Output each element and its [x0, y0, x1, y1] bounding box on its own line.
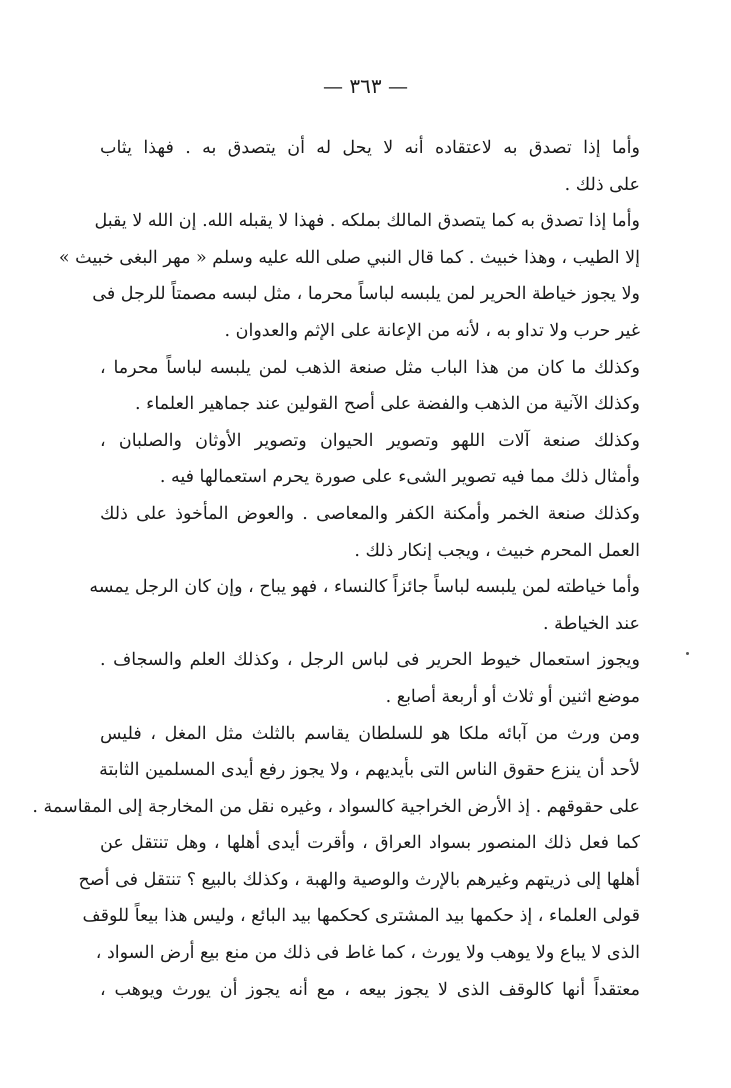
- text-line: ومن ورث من آبائه ملكا هو للسلطان يقاسم بالثلث مثل المغل ، فليس: [100, 723, 640, 744]
- text-line: موضع اثنين أو ثلاث أو أربعة أصابع .: [385, 686, 640, 707]
- text-line: ويجوز استعمال خيوط الحرير فى لباس الرجل ، وكذلك العلم والسجاف .: [100, 650, 640, 671]
- scan-speck: [686, 652, 689, 655]
- text-line: غير حرب ولا تداو به ، لأنه من الإعانة على الإثم والعدوان .: [224, 320, 640, 341]
- text-line: وأما إذا تصدق به لاعتقاده أنه لا يحل له أن يتصدق به . فهذا يثاب: [100, 138, 640, 158]
- page-number: — ٣٦٣ —: [323, 74, 408, 98]
- text-line: معتقداً أنها كالوقف الذى لا يجوز بيعه ، مع أنه يجوز أن يورث ويوهب ،: [100, 979, 640, 1000]
- text-line: على حقوقهم . إذ الأرض الخراجية كالسواد ، وغيره نقل من المخارجة إلى المقاسمة .: [32, 796, 640, 817]
- text-line: وكذلك ما كان من هذا الباب مثل صنعة الذهب لمن يلبسه لباساً محرما ،: [100, 357, 640, 378]
- text-line: وكذلك الآنية من الذهب والفضة على أصح القولين عند جماهير العلماء .: [134, 394, 640, 415]
- text-line: لأحد أن ينزع حقوق الناس التى بأيديهم ، ولا يجوز رفع أيدى المسلمين الثابتة: [99, 760, 640, 781]
- text-line: كما فعل ذلك المنصور بسواد العراق ، وأقرت أيدى أهلها ، وهل تنتقل عن: [100, 833, 640, 854]
- text-line: وكذلك صنعة الخمر وأمكنة الكفر والمعاصى . والعوض المأخوذ على ذلك: [100, 503, 640, 524]
- text-line: وكذلك صنعة آلات اللهو وتصوير الحيوان وتصوير الأوثان والصلبان ،: [100, 430, 640, 451]
- text-line: إلا الطيب ، وهذا خبيث . كما قال النبي صلى الله عليه وسلم « مهر البغى خبيث »: [58, 247, 640, 268]
- text-line: عند الخياطة .: [542, 613, 640, 634]
- text-line: الذى لا يباع ولا يوهب ولا يورث ، كما غاط فى ذلك من منع بيع أرض السواد ،: [95, 943, 640, 964]
- text-line: العمل المحرم خبيث ، ويجب إنكار ذلك .: [354, 540, 640, 561]
- text-line: وأما إذا تصدق به كما يتصدق المالك بملكه . فهذا لا يقبله الله. إن الله لا يقبل: [94, 211, 640, 232]
- text-line: أهلها إلى ذريتهم وغيرهم بالإرث والوصية والهبة ، وكذلك بالبيع ؟ تنتقل فى أصح: [78, 869, 640, 890]
- text-line: وأما خياطته لمن يلبسه لباساً جائزاً كالنساء ، فهو يباح ، وإن كان الرجل يمسه: [89, 577, 640, 598]
- body-text: [32, 130, 640, 1008]
- text-line: على ذلك .: [564, 174, 640, 195]
- text-line: وأمثال ذلك مما فيه تصوير الشىء على صورة يحرم استعمالها فيه .: [159, 467, 640, 488]
- text-line: قولى العلماء ، إذ حكمها بيد المشترى كحكمها بيد البائع ، وليس هذا بيعاً للوقف: [82, 906, 640, 927]
- text-line: ولا يجوز خياطة الحرير لمن يلبسه لباساً محرما ، مثل لبسه مصمتاً للرجل فى: [92, 284, 640, 305]
